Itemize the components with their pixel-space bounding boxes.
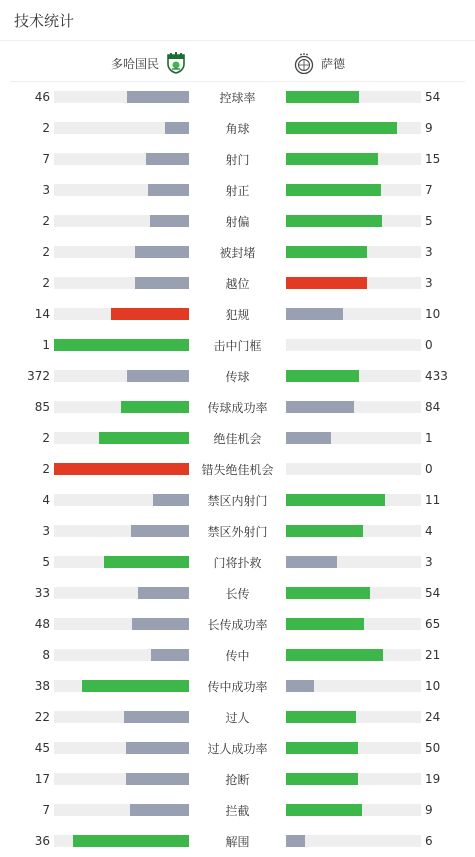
stat-row	[0, 484, 475, 515]
home-stat-value: 38	[34, 679, 50, 693]
away-stat-bar	[286, 773, 421, 785]
stat-label: 控球率	[219, 91, 256, 105]
home-stat-bar-fill	[126, 742, 189, 754]
away-stat-bar	[286, 742, 421, 754]
stat-row	[0, 143, 475, 174]
home-stat-bar-fill	[54, 463, 189, 475]
stat-row	[0, 453, 475, 484]
stat-row	[0, 112, 475, 143]
home-stat-value: 46	[34, 90, 50, 104]
home-stat-bar-fill	[132, 618, 189, 630]
home-stat-bar	[54, 370, 189, 382]
away-stat-bar-fill	[286, 494, 385, 506]
stat-label: 错失绝佳机会	[201, 463, 274, 477]
home-stat-value: 2	[42, 121, 50, 135]
home-stat-bar	[54, 494, 189, 506]
stat-label: 过人成功率	[207, 742, 268, 756]
home-stat-bar-fill	[148, 184, 189, 196]
stat-label: 射门	[225, 153, 250, 167]
home-stat-value: 8	[42, 648, 50, 662]
home-stat-value: 14	[34, 307, 50, 321]
stat-row	[0, 205, 475, 236]
away-stat-value: 3	[425, 555, 433, 569]
stat-label: 传球成功率	[207, 401, 268, 415]
stat-label: 长传成功率	[207, 618, 268, 632]
al-sadd-crest-icon	[293, 52, 315, 74]
away-stat-bar	[286, 308, 421, 320]
away-stat-bar-fill	[286, 246, 367, 258]
home-stat-bar-fill	[150, 215, 189, 227]
stat-label: 角球	[225, 122, 250, 136]
home-stat-bar-fill	[165, 122, 189, 134]
home-stat-value: 2	[42, 214, 50, 228]
stat-row	[0, 329, 475, 360]
home-stat-bar-fill	[127, 91, 189, 103]
stat-row	[0, 608, 475, 639]
home-stat-bar	[54, 432, 189, 444]
away-stat-bar-fill	[286, 742, 358, 754]
home-stat-bar-fill	[126, 773, 189, 785]
away-stat-bar-fill	[286, 401, 354, 413]
home-stat-bar	[54, 525, 189, 537]
away-stat-bar	[286, 711, 421, 723]
home-stat-value: 33	[34, 586, 50, 600]
home-stat-value: 4	[42, 493, 50, 507]
home-stat-value: 3	[42, 183, 50, 197]
away-stat-value: 9	[425, 121, 433, 135]
away-stat-bar-fill	[286, 432, 331, 444]
away-stat-bar-fill	[286, 587, 370, 599]
page-title: 技术统计	[14, 11, 75, 30]
away-stat-bar-fill	[286, 153, 378, 165]
away-stat-value: 1	[425, 431, 433, 445]
away-stat-bar-fill	[286, 680, 314, 692]
away-stat-value: 19	[425, 772, 441, 786]
away-stat-bar	[286, 463, 421, 475]
away-stat-value: 9	[425, 803, 433, 817]
away-stat-bar	[286, 401, 421, 413]
stat-row	[0, 763, 475, 794]
stat-label: 传中	[225, 649, 250, 663]
home-team	[111, 52, 187, 74]
stat-label: 传球	[225, 370, 250, 384]
away-stat-bar-fill	[286, 308, 343, 320]
stat-label: 过人	[225, 711, 250, 725]
away-stat-bar	[286, 525, 421, 537]
home-stat-bar	[54, 463, 189, 475]
stat-row	[0, 298, 475, 329]
stat-row	[0, 701, 475, 732]
home-stat-bar-fill	[82, 680, 189, 692]
away-stat-value: 24	[425, 710, 441, 724]
home-stat-value: 2	[42, 245, 50, 259]
home-stat-bar	[54, 246, 189, 258]
away-stat-bar	[286, 587, 421, 599]
away-stat-bar-fill	[286, 773, 358, 785]
home-stat-value: 5	[42, 555, 50, 569]
away-stat-value: 0	[425, 462, 433, 476]
home-stat-value: 3	[42, 524, 50, 538]
stat-row	[0, 360, 475, 391]
away-stat-bar-fill	[286, 618, 364, 630]
stat-label: 拦截	[225, 804, 250, 818]
away-stat-value: 54	[425, 90, 441, 104]
home-stat-value: 7	[42, 152, 50, 166]
stat-row	[0, 577, 475, 608]
stat-label: 犯规	[225, 308, 250, 322]
home-stat-bar	[54, 153, 189, 165]
home-stat-bar-fill	[153, 494, 189, 506]
home-stat-bar-fill	[146, 153, 189, 165]
away-stat-value: 6	[425, 834, 433, 848]
home-stat-bar	[54, 742, 189, 754]
away-stat-bar	[286, 432, 421, 444]
away-stat-bar-fill	[286, 556, 337, 568]
teams-row	[10, 41, 465, 82]
stat-label: 射偏	[225, 215, 250, 229]
home-stat-bar	[54, 649, 189, 661]
away-stat-bar	[286, 804, 421, 816]
away-stat-bar	[286, 680, 421, 692]
home-stat-bar	[54, 835, 189, 847]
away-stat-bar-fill	[286, 835, 305, 847]
home-stat-bar-fill	[54, 339, 189, 351]
home-stat-bar-fill	[131, 525, 189, 537]
home-stat-value: 2	[42, 276, 50, 290]
stat-label: 禁区内射门	[207, 494, 268, 508]
away-stat-bar	[286, 91, 421, 103]
home-stat-bar-fill	[73, 835, 189, 847]
home-stat-bar-fill	[138, 587, 189, 599]
away-stat-bar	[286, 277, 421, 289]
away-stat-bar-fill	[286, 215, 382, 227]
home-stat-value: 45	[34, 741, 50, 755]
away-stat-bar-fill	[286, 649, 383, 661]
home-team-name: 多哈国民	[110, 56, 159, 71]
away-stat-value: 21	[425, 648, 441, 662]
away-stat-value: 84	[425, 400, 441, 414]
away-stat-bar-fill	[286, 91, 359, 103]
al-wakrah-crest-icon	[165, 52, 187, 74]
stat-row	[0, 546, 475, 577]
away-stat-bar-fill	[286, 525, 363, 537]
stat-row	[0, 422, 475, 453]
home-stat-bar	[54, 308, 189, 320]
away-stat-bar	[286, 153, 421, 165]
home-stat-bar	[54, 215, 189, 227]
home-stat-bar	[54, 122, 189, 134]
home-stat-bar-fill	[135, 277, 189, 289]
home-stat-value: 17	[34, 772, 50, 786]
home-stat-bar	[54, 91, 189, 103]
home-stat-value: 22	[34, 710, 50, 724]
home-stat-bar-fill	[99, 432, 189, 444]
home-stat-bar-fill	[151, 649, 189, 661]
stat-row	[0, 825, 475, 856]
home-stat-bar	[54, 680, 189, 692]
away-stat-value: 50	[425, 741, 441, 755]
home-stat-bar-fill	[135, 246, 189, 258]
away-stat-value: 65	[425, 617, 441, 631]
home-stat-bar-fill	[124, 711, 189, 723]
away-stat-bar	[286, 370, 421, 382]
home-stat-value: 1	[42, 338, 50, 352]
away-stat-bar	[286, 184, 421, 196]
away-stat-bar	[286, 556, 421, 568]
away-stat-bar-fill	[286, 711, 356, 723]
stat-label: 越位	[225, 277, 250, 291]
home-stat-bar	[54, 804, 189, 816]
stat-label: 门将扑救	[213, 556, 262, 570]
away-stat-bar	[286, 246, 421, 258]
away-stat-value: 54	[425, 586, 441, 600]
away-stat-bar	[286, 494, 421, 506]
home-stat-value: 48	[34, 617, 50, 631]
home-stat-value: 36	[34, 834, 50, 848]
away-stat-value: 10	[425, 679, 441, 693]
away-stat-value: 5	[425, 214, 433, 228]
away-stat-value: 15	[425, 152, 441, 166]
home-stat-bar	[54, 711, 189, 723]
home-stat-bar-fill	[121, 401, 189, 413]
stat-row	[0, 236, 475, 267]
stat-label: 长传	[225, 587, 250, 601]
away-stat-bar	[286, 835, 421, 847]
stat-label: 禁区外射门	[207, 525, 268, 539]
home-stat-bar-fill	[111, 308, 189, 320]
stat-row	[0, 732, 475, 763]
home-stat-bar	[54, 773, 189, 785]
stat-label: 传中成功率	[207, 680, 268, 694]
stat-row	[0, 81, 475, 112]
home-stat-value: 85	[34, 400, 50, 414]
away-team-name: 萨德	[321, 56, 346, 71]
away-stat-bar-fill	[286, 122, 397, 134]
away-stat-bar	[286, 122, 421, 134]
away-stat-value: 4	[425, 524, 433, 538]
away-stat-value: 7	[425, 183, 433, 197]
stat-label: 抢断	[225, 773, 250, 787]
stat-row	[0, 794, 475, 825]
stats-header	[0, 0, 475, 41]
away-stat-value: 3	[425, 245, 433, 259]
home-stat-bar	[54, 587, 189, 599]
stats-list	[0, 81, 475, 856]
home-stat-bar	[54, 556, 189, 568]
away-team	[293, 52, 345, 74]
home-stat-bar	[54, 339, 189, 351]
away-stat-bar	[286, 215, 421, 227]
stat-row	[0, 267, 475, 298]
home-stat-value: 372	[27, 369, 50, 383]
stat-label: 被封堵	[219, 246, 256, 260]
away-stat-bar-fill	[286, 184, 381, 196]
home-stat-bar-fill	[104, 556, 189, 568]
home-stat-value: 2	[42, 431, 50, 445]
away-stat-bar-fill	[286, 277, 367, 289]
stat-label: 解围	[225, 835, 250, 849]
home-stat-value: 7	[42, 803, 50, 817]
away-stat-value: 0	[425, 338, 433, 352]
home-stat-bar	[54, 277, 189, 289]
home-stat-bar	[54, 618, 189, 630]
home-stat-bar-fill	[127, 370, 189, 382]
away-stat-bar-fill	[286, 370, 359, 382]
stat-label: 绝佳机会	[213, 432, 262, 446]
stat-row	[0, 174, 475, 205]
stat-row	[0, 515, 475, 546]
home-stat-bar	[54, 401, 189, 413]
away-stat-value: 11	[425, 493, 441, 507]
away-stat-bar	[286, 649, 421, 661]
stat-label: 射正	[225, 184, 250, 198]
home-stat-value: 2	[42, 462, 50, 476]
stat-label: 击中门框	[213, 339, 262, 353]
away-stat-value: 3	[425, 276, 433, 290]
away-stat-bar	[286, 618, 421, 630]
away-stat-bar	[286, 339, 421, 351]
home-stat-bar-fill	[130, 804, 189, 816]
home-stat-bar	[54, 184, 189, 196]
stat-row	[0, 670, 475, 701]
away-stat-value: 10	[425, 307, 441, 321]
stat-row	[0, 391, 475, 422]
away-stat-value: 433	[425, 369, 448, 383]
stat-row	[0, 639, 475, 670]
away-stat-bar-fill	[286, 804, 362, 816]
